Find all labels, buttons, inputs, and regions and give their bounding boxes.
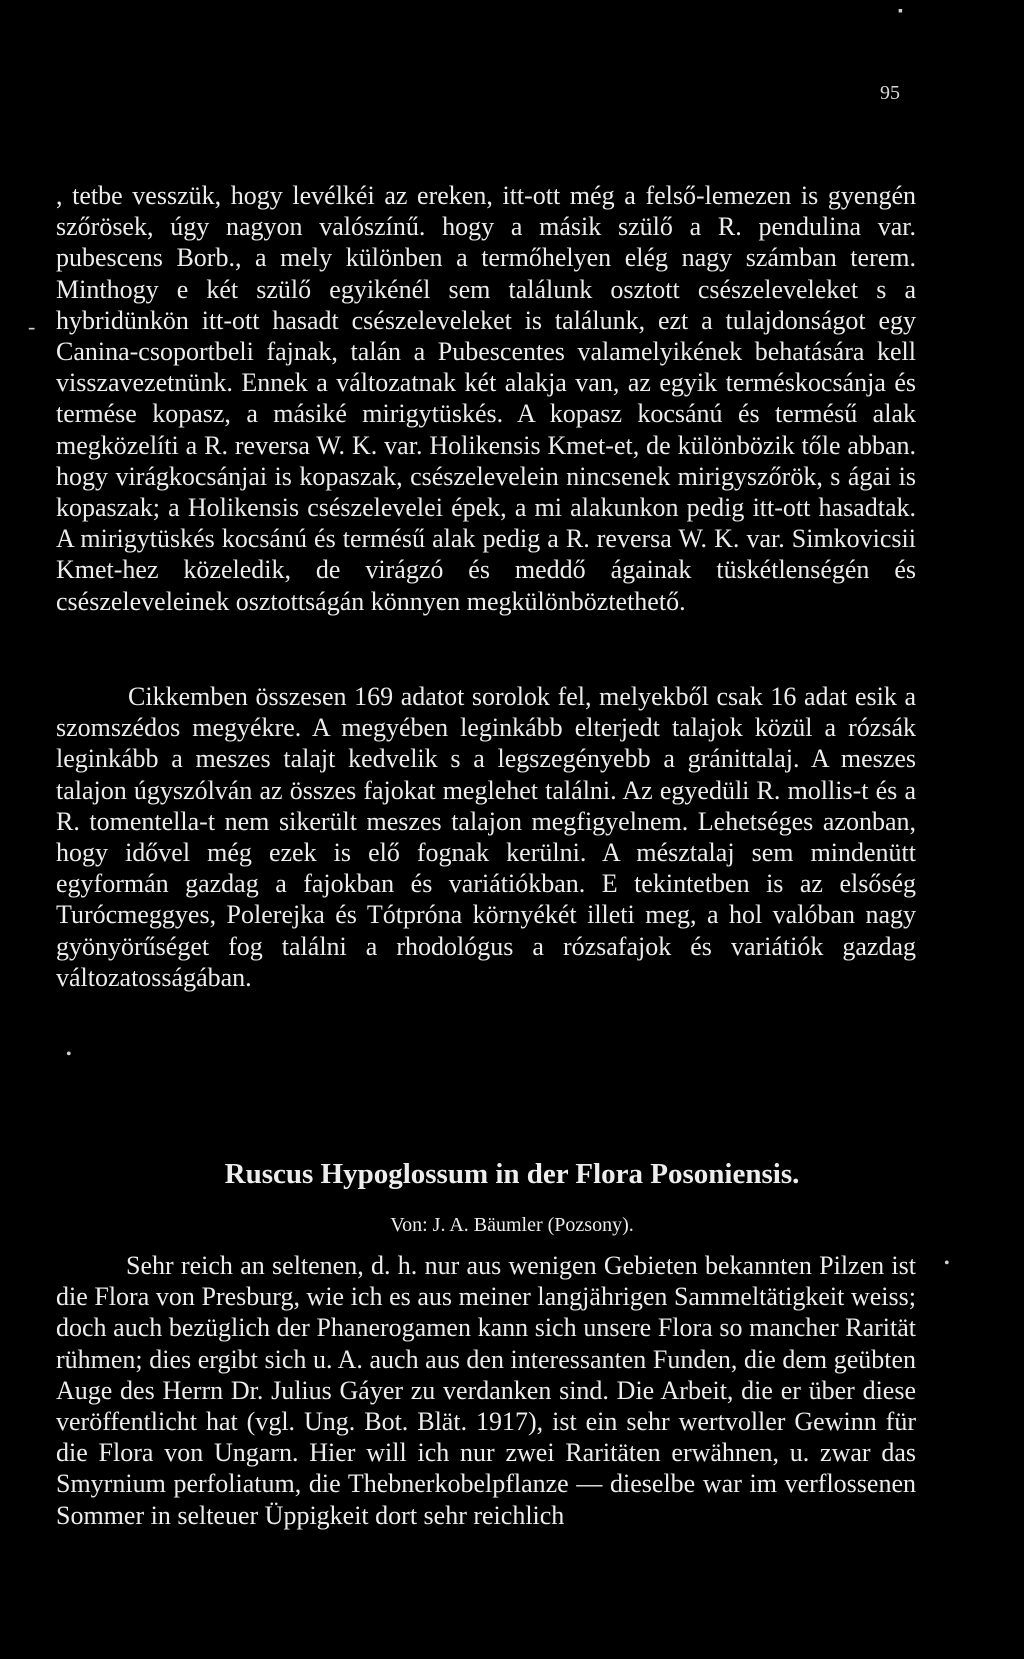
hungarian-paragraph-1: , tetbe vesszük, hogy levélkéi az ereken, itt-ott még a felső-lemezen is gyengén szőrösek, úgy nagyon valószínű. hogy a másik szülő a R. pendulina var. pubescens Borb., a mely különben a termőhelyen elég nagy számban terem. Minthogy e két szülő egyikénél sem találunk osztott csészeleveleket s a hybridünkön itt-ott hasadt csészeleveleket is találunk, ezt a tulajdonságot egy Canina-csoportbeli fajnak, talán a Pubescentes valamelyikének behatására kell visszavezetnünk. Ennek a változatnak két alakja van, az egyik terméskocsánja és termése kopasz, a másiké mirigytüskés. A kopasz kocsánú és termésű alak megközelíti a R. reversa W. K. var. Holikensis Kmet-et, de különbözik tőle abban. hogy virágkocsánjai is kopaszak, csészelevelein nincsenek mirigyszőrök, s ágai is kopaszak; a Holikensis csészelevelei épek, a mi alakunkon pedig itt-ott hasadtak. A mirigytüskés kocsánú és termésű alak pedig a R. reversa W. K. var. Simkovicsii Kmet-hez közeledik, de virágzó és meddő ágainak tüskétlenségén és csészeleveleinek osztottságán könnyen megkülönböztethető. [56,181,916,616]
article-heading: Ruscus Hypoglossum in der Flora Posoniensis. [224,1158,800,1190]
margin-dot: • [66,1046,72,1063]
german-paragraph-1: Sehr reich an seltenen, d. h. nur aus wenigen Gebieten bekannten Pilzen ist die Flora von Presburg, wie ich es aus meiner langjährigen Sammeltätigkeit weiss; doch auch bezüglich der Phanerogamen kann sich unsere Flora so mancher Rarität rühmen; dies ergibt sich u. A. auch aus den interessanten Funden, die dem geübten Auge des Herrn Dr. Julius Gáyer zu verdanken sind. Die Arbeit, die er über diese veröffentlicht hat (vgl. Ung. Bot. Blät. 1917), ist ein sehr wertvoller Gewinn für die Flora von Ungarn. Hier will ich nur zwei Raritäten erwähnen, u. zwar das Smyrnium perfoliatum, die Thebnerkobelpflanze — dieselbe war im verflossenen Sommer in selteuer Üppigkeit dort sehr reichlich [56,1251,916,1530]
article-byline: Von: J. A. Bäumler (Pozsony). [390,1214,634,1236]
hungarian-paragraph-2: Cikkemben összesen 169 adatot sorolok fel, melyekből csak 16 adat esik a szomszédos megyékre. A megyében leginkább elterjedt talajok közül a rózsák leginkább a meszes talajt kedvelik s a legszegényebb a gránittalaj. A meszes talajon úgyszólván az összes fajokat meglehet találni. Az egyedüli R. mollis-t és a R. tomentella-t nem sikerült meszes talajon megfigyelnem. Lehetséges azonban, hogy idővel még ezek is elő fognak kerülni. A mésztalaj sem mindenütt egyformán gazdag a fajokban és variátiókban. E tekintetben is az elsőség Turócmeggyes, Polerejka és Tótpróna környékét illeti meg, a hol valóban nagy gyönyörűséget fog találni a rhodológus a rózsafajok és variátiók gazdag változatosságában. [56,682,916,992]
margin-dash: - [28,314,36,339]
margin-dot: • [944,1255,950,1272]
page-number: 95 [880,82,900,104]
margin-dot: ▪ [898,4,903,19]
